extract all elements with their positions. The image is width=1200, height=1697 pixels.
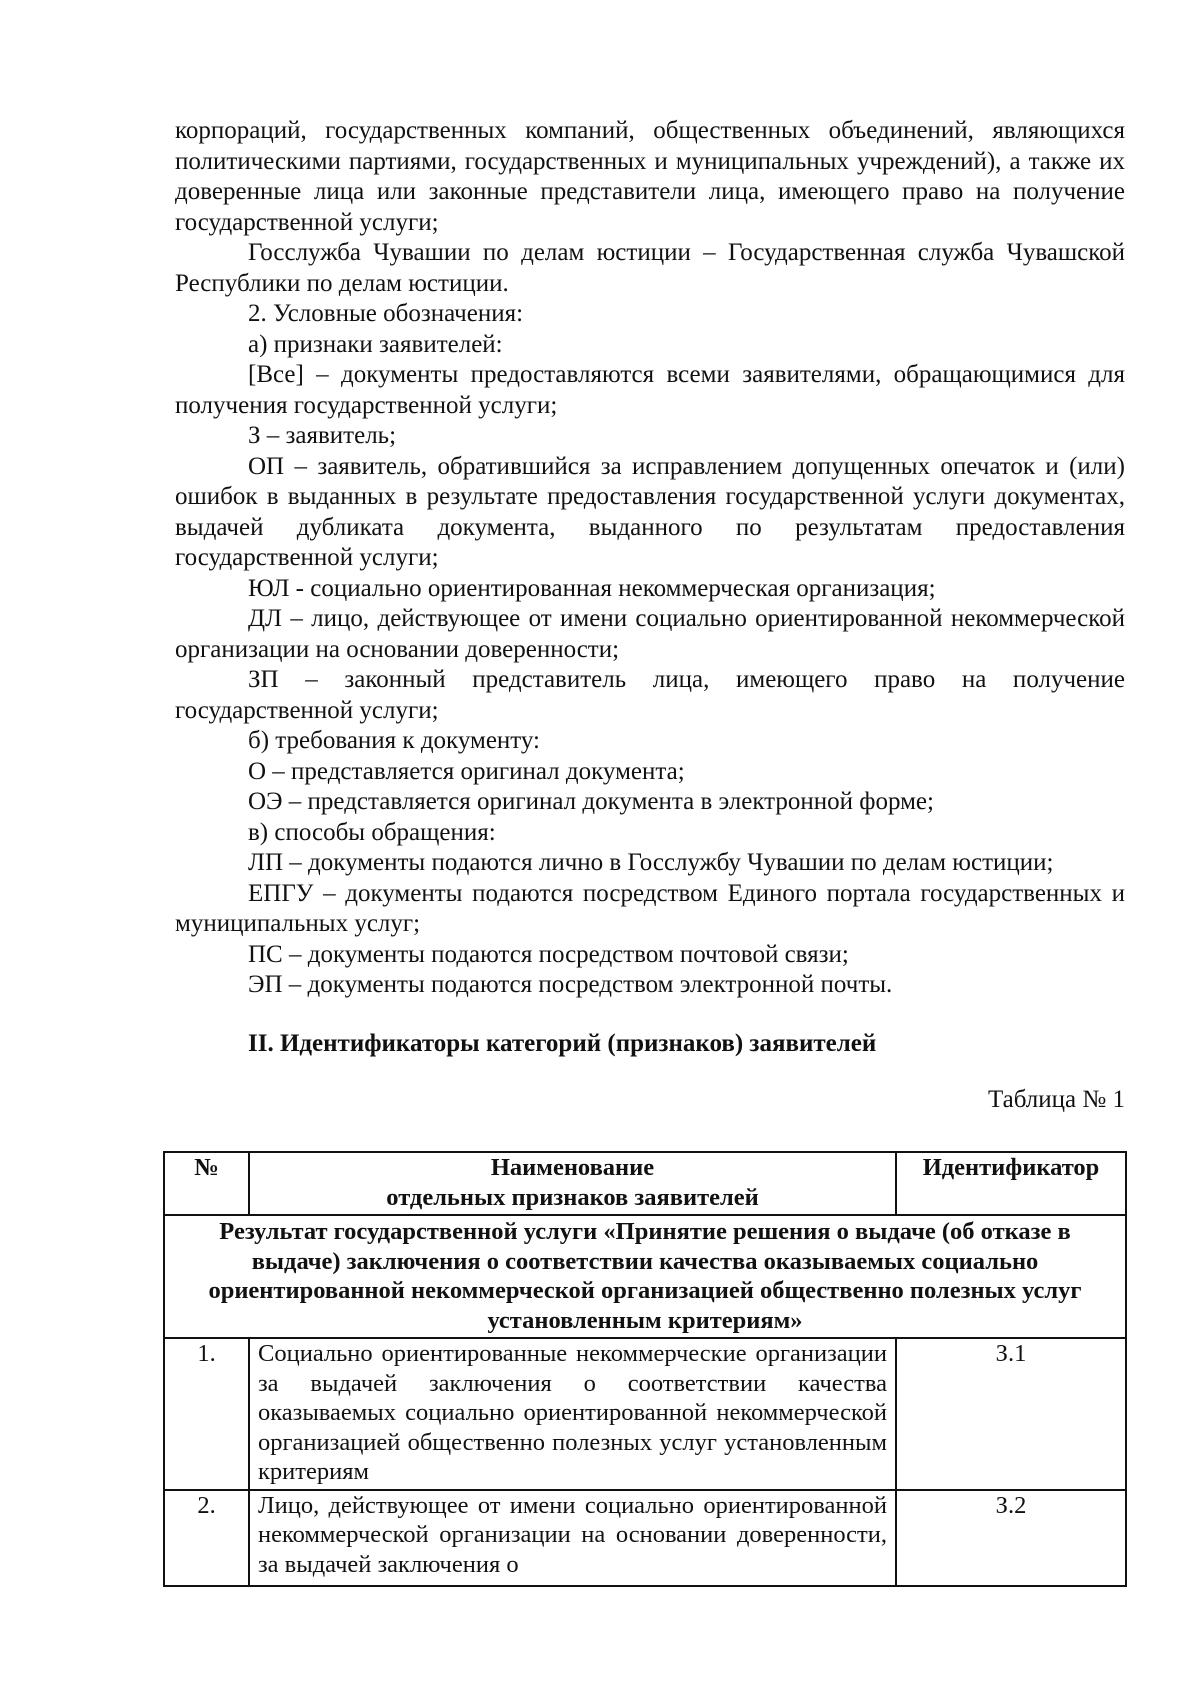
paragraph-zp: ЗП – законный представитель лица, имеющего право на получение государственной услуги; <box>175 666 1125 724</box>
paragraph-applicant-features: а) признаки заявителей: <box>248 330 503 358</box>
document-body <box>175 116 1125 1116</box>
header-identifier: Идентификатор <box>896 1152 1126 1215</box>
paragraph-applicant: З – заявитель; <box>248 422 397 449</box>
paragraph-oe: ОЭ – представляется оригинал документа в электронной форме; <box>248 788 934 815</box>
paragraph-continuation: корпораций, государственных компаний, общественных объединений, являющихся политическими партиями, государственных и муниципальных учреждений), а также их доверенные лица или законные представители лица, имеющего право на получение государственной услуги; <box>175 117 1125 236</box>
paragraph-document-requirements: б) требования к документу: <box>248 727 541 754</box>
paragraph-legend-title: 2. Условные обозначения: <box>248 300 524 327</box>
row-name-cell <box>249 1490 896 1586</box>
section-heading: II. Идентификаторы категорий (признаков) заявителей <box>248 1029 877 1057</box>
paragraph-epgu: ЕПГУ – документы подаются посредством Единого портала государственных и муниципальных услуг; <box>175 879 1125 937</box>
table-caption: Таблица № 1 <box>987 1086 1125 1113</box>
row-name: Социально ориентированные некоммерческие организации за выдачей заключения о соответствии качества оказываемых социально ориентированной некоммерческой организацией общественно полезных услуг установленным критериям <box>249 1338 896 1490</box>
paragraph-all-applicants: [Все] – документы предоставляются всеми заявителями, обращающимися для получения государственной услуги; <box>175 361 1125 419</box>
paragraph-yul: ЮЛ - социально ориентированная некоммерческая организация; <box>248 574 936 602</box>
paragraph-ps: ПС – документы подаются посредством почтовой связи; <box>248 940 849 968</box>
row-identifier: З.2 <box>896 1490 1126 1586</box>
table-header-row <box>164 1152 1126 1215</box>
table-row <box>164 1490 1126 1586</box>
header-name <box>249 1152 896 1215</box>
header-number: № <box>164 1152 249 1215</box>
paragraph-o: О – представляется оригинал документа; <box>248 757 685 785</box>
paragraph-contact-methods: в) способы обращения: <box>248 818 496 846</box>
paragraph-ep: ЭП – документы подаются посредством электронной почты. <box>248 971 893 998</box>
table-section-row <box>164 1215 1126 1338</box>
row-number: 1. <box>164 1338 249 1490</box>
header-name-line1: Наименование <box>490 1154 655 1181</box>
paragraph-lp: ЛП – документы подаются лично в Госслужбу Чувашии по делам юстиции; <box>248 849 1054 876</box>
table-row <box>164 1338 1126 1490</box>
row-name: Лицо, действующее от имени социально ориентированной некоммерческой организации на основании доверенности, за выдачей заключения о <box>258 1491 887 1578</box>
header-name-line2: отдельных признаков заявителей <box>386 1183 759 1211</box>
paragraph-gossluzhba-definition: Госслужба Чувашии по делам юстиции – Государственная служба Чувашской Республики по делам юстиции. <box>175 239 1125 297</box>
row-number: 2. <box>164 1490 249 1586</box>
table-section-title: Результат государственной услуги «Принятие решения о выдаче (об отказе в выдаче) заключения о соответствии качества оказываемых социально ориентированной некоммерческой организацией общественно полезных услуг установленным критериям» <box>164 1215 1126 1338</box>
applicant-identifiers-table <box>163 1151 1127 1587</box>
paragraph-op: ОП – заявитель, обратившийся за исправлением допущенных опечаток и (или) ошибок в выданных в результате предоставления государственной услуги документах, выдачей дубликата документа, выданного по результатам предоставления государственной услуги; <box>175 452 1125 571</box>
row-identifier: З.1 <box>896 1338 1126 1490</box>
paragraph-dl: ДЛ – лицо, действующее от имени социально ориентированной некоммерческой организации на основании доверенности; <box>175 605 1125 663</box>
